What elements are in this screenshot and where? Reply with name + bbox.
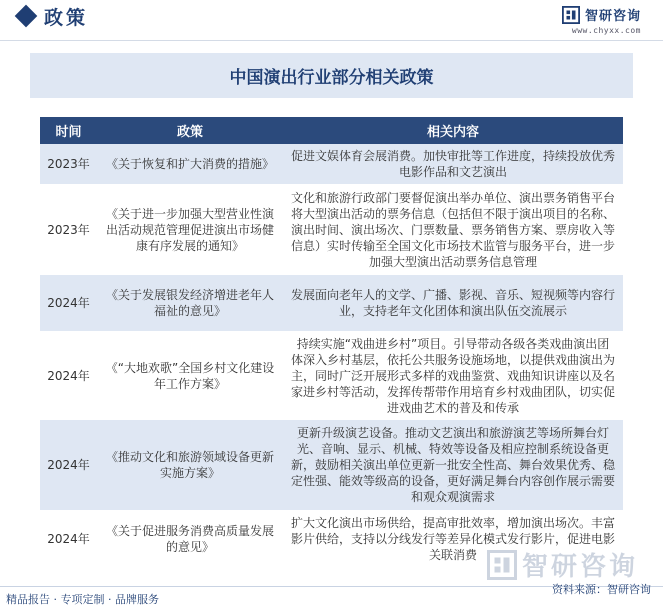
table-title: 中国演出行业部分相关政策: [229, 68, 434, 88]
cell-policy: 《关于发展银发经济增进老年人福祉的意见》: [105, 288, 274, 318]
cell-policy: 《“大地欢歌”全国乡村文化建设年工作方案》: [105, 360, 275, 391]
brand-logo-icon: [562, 6, 580, 24]
table-title-banner: [30, 53, 633, 98]
column-header-time: 时间: [55, 125, 82, 140]
policy-table: [40, 117, 623, 568]
cell-policy: 《关于恢复和扩大消费的措施》: [105, 157, 274, 171]
table-row: [40, 420, 623, 510]
cell-time: 2024年: [47, 368, 90, 383]
table-header-row: [40, 117, 623, 144]
cell-policy: 《关于进一步加强大型营业性演出活动规范管理促进演出市场健康有序发展的通知》: [105, 206, 274, 253]
cell-time: 2024年: [47, 532, 90, 546]
diamond-bullet-icon: [15, 5, 38, 28]
cell-time: 2023年: [47, 222, 90, 237]
column-header-policy: 政策: [176, 125, 203, 140]
cell-content: 更新升级演艺设备。推动文艺演出和旅游演艺等场所舞台灯光、音响、显示、机械、特效等设备及相应控制系统设备更新，鼓励相关演出单位更新一批安全性高、舞台效果优秀、稳定性强、能效等级高的设备，更好满足舞台内容创作展示需要和观众观演需求: [291, 426, 616, 504]
table-row: [40, 331, 623, 420]
watermark-brand-name: 智研咨询: [521, 552, 638, 582]
header-bar: [0, 0, 663, 34]
footer-source: 资料来源：智研咨询: [552, 583, 651, 596]
cell-policy: 《推动文化和旅游领域设备更新实施方案》: [105, 450, 274, 480]
cell-time: 2024年: [47, 458, 90, 472]
table-row: [40, 144, 623, 184]
cell-content: 持续实施“戏曲进乡村”项目。引导带动各级各类戏曲演出团体深入乡村基层，依托公共服务设施场地，以提供戏曲演出为主，同时广泛开展形式多样的戏曲鉴赏、戏曲知识讲座以及名家进乡村等活动，发挥传帮带作用培育乡村戏曲团队，切实促进戏曲艺术的普及和传承: [291, 336, 616, 415]
table-row: [40, 184, 623, 275]
footer-tagline: 精品报告 · 专项定制 · 品牌服务: [6, 593, 159, 606]
cell-content: 发展面向老年人的文学、广播、影视、音乐、短视频等内容行业，支持老年文化团体和演出队伍交流展示: [291, 288, 616, 318]
brand-url: www.chyxx.com: [571, 26, 641, 35]
brand-logo: [562, 5, 641, 24]
cell-content: 促进文娱体育会展消费。加快审批等工作进度，持续投放优秀电影作品和文艺演出: [291, 149, 616, 179]
cell-content: 扩大文化演出市场供给，提高审批效率，增加演出场次。丰富影片供给，支持以分线发行等差异化模式发行影片，促进电影关联消费: [291, 516, 616, 562]
cell-time: 2024年: [47, 296, 90, 310]
column-header-content: 相关内容: [426, 125, 479, 140]
cell-time: 2023年: [47, 157, 90, 171]
watermark-logo: [487, 546, 638, 583]
brand-name: 智研咨询: [584, 9, 641, 24]
section-title: 政策: [44, 7, 89, 29]
cell-policy: 《关于促进服务消费高质量发展的意见》: [105, 524, 274, 554]
watermark-logo-icon: [487, 550, 517, 580]
header-divider: [0, 40, 663, 41]
table-row: [40, 275, 623, 331]
cell-content: 文化和旅游行政部门要督促演出举办单位、演出票务销售平台将大型演出活动的票务信息（包括但不限于演出项目的名称、演出时间、演出场次、门票数量、票务销售方案、票房收入等信息）实时传输至全国文化市场技术监管与服务平台，进一步加强大型演出活动票务信息管理: [291, 190, 616, 269]
